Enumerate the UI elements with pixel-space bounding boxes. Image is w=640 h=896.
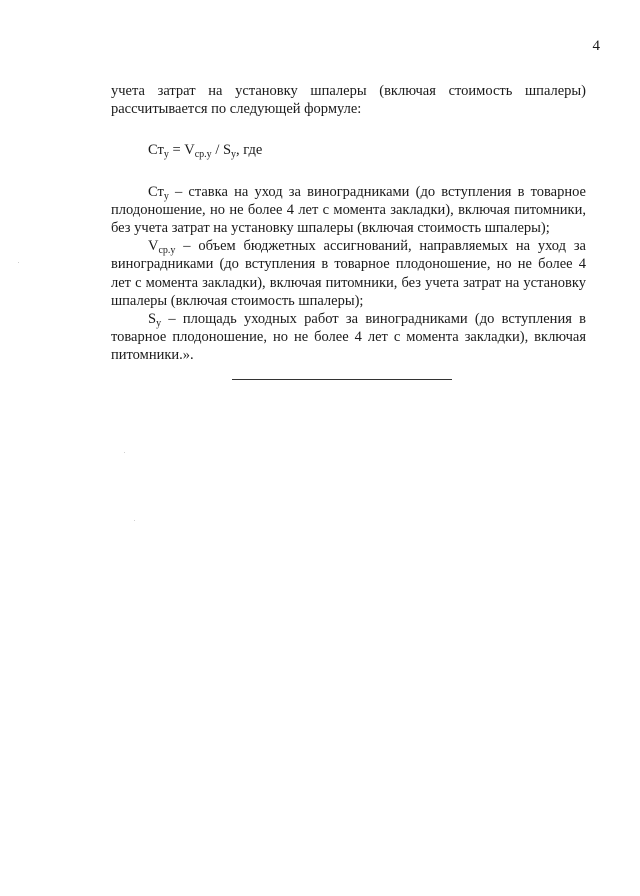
- definition-volume-symbol: V: [148, 238, 159, 255]
- scan-speck: [134, 520, 135, 521]
- document-body: [111, 82, 586, 365]
- definition-rate-subscript: у: [163, 190, 169, 202]
- definition-volume-subscript: ср.у: [158, 245, 176, 257]
- scan-speck: [124, 452, 125, 453]
- formula-tail: , где: [236, 142, 263, 159]
- intro-paragraph: учета затрат на установку шпалеры (включая стоимость шпалеры) рассчитывается по следующей формуле:: [111, 83, 586, 118]
- formula-lhs: Ст: [148, 142, 164, 159]
- definition-rate-text: – ставка на уход за виноградниками (до вступления в товарное плодоношение, но не более 4 лет с момента закладки), включая питомники, без учета затрат на установку шпалеры (включая стоимость шпалеры);: [111, 183, 586, 237]
- definition-volume-text: – объем бюджетных ассигнований, направляемых на уход за виноградниками (до вступления в товарное плодоношение, но не более 4 лет с момента закладки), включая питомники, без учета затрат на установку шпалеры (включая стоимость шпалеры);: [111, 238, 586, 309]
- definition-rate: [111, 183, 586, 238]
- formula-divide: / S: [211, 142, 232, 159]
- definition-volume: [111, 237, 586, 310]
- formula-s-subscript: у: [231, 149, 237, 161]
- definition-area: [111, 310, 586, 365]
- formula-equals: = V: [168, 142, 195, 159]
- scan-speck: [18, 262, 19, 263]
- definition-area-symbol: S: [148, 311, 157, 328]
- definition-area-text: – площадь уходных работ за виноградниками (до вступления в товарное плодоношение, но не более 4 лет с момента закладки), включая питомники.».: [111, 311, 586, 364]
- end-divider: [232, 379, 452, 380]
- page-number: 4: [592, 38, 600, 54]
- definition-rate-symbol: Ст: [148, 183, 164, 200]
- definition-area-subscript: у: [156, 318, 162, 330]
- formula-v-subscript: ср.у: [194, 149, 212, 161]
- formula: [148, 141, 586, 159]
- formula-lhs-subscript: у: [163, 149, 169, 161]
